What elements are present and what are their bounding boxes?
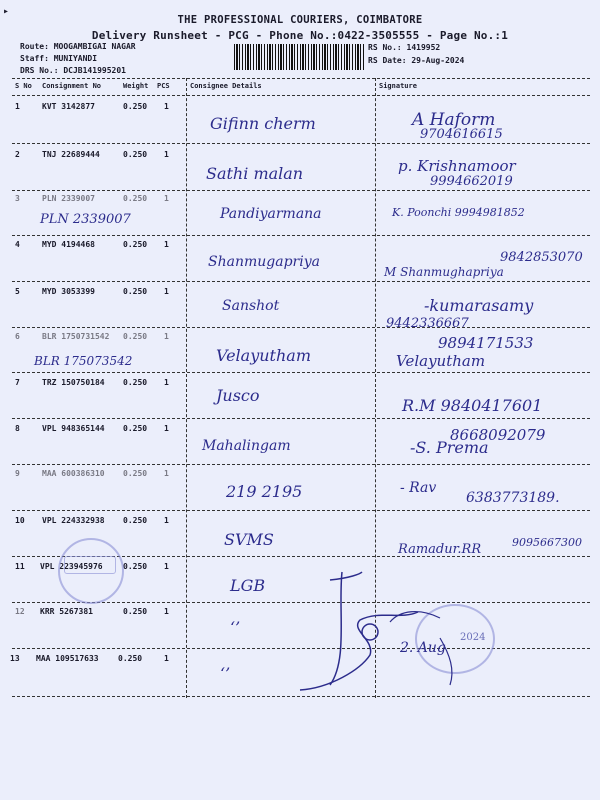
stamp-year: 2024 <box>460 632 486 643</box>
row-weight: 0.250 <box>123 378 148 387</box>
consignment-handwriting: PLN 2339007 <box>40 212 131 227</box>
row-sno: 3 <box>15 194 20 203</box>
signature-handwriting: Velayutham <box>396 352 486 370</box>
row-consignment: KVT 3142877 <box>42 102 95 111</box>
row-weight: 0.250 <box>123 562 148 571</box>
row-weight: 0.250 <box>123 240 148 249</box>
phone-handwriting: 8668092079 <box>450 426 546 444</box>
consignee-handwriting: SVMS <box>224 530 274 549</box>
row-consignment: VPL 948365144 <box>42 424 105 433</box>
row-consignment: BLR 1750731542 <box>42 332 110 341</box>
runsheet-page: ▸ THE PROFESSIONAL COURIERS, COIMBATORE Delivery Runsheet - PCG - Phone No.:0422-3505555 - Page No.:1 Route: MOOGAMBIGAI NAGAR Staff: MUNIYANDI DRS No.: DCJB141995201 RS No.: 1419952 RS Date: 29-Aug-2024 S No Consignment No Weight PCS Consignee Details Signature 1 KVT 3142877 0.250 1 Gifinn cherm A Haform 9704616615 2 TNJ 22689444 0.250 1 Sathi malan p. Krishnamoor 9994662019 3 PLN 2339007 0.250 1 PLN 2339007 Pandiyarmana K. Poonchi 9994981852 4 MYD 4194468 0.250 1 Shanmugapriya M Shanmughapriya 9842853070 5 MYD 3053399 0.250 1 Sanshot -kumarasamy 9442336667 6 BLR 1750731542 0.250 1 Velayutham Velayutham 9894171533 7 TRZ 150750184 0.250 1 BLR 175073542 Jusco R.M 9840417601 8 VPL 948365144 0.250 1 Mahalingam -S. Prema 8668092079 9 MAA 600386310 0.250 1 219 2195 - Rav 6383773189. 10 VPL 224332938 0.250 1 SVMS Ramadur.RR 9095667300 11 VPL 223945976 0.250 1 LGB 12 KRR 5267381 0.250 1 ‘’ 13 MAA 109517633 0.250 1 ‘’ 2024 2. Aug <box>0 0 600 800</box>
consignee-handwriting: 219 2195 <box>226 482 303 501</box>
row-sno: 12 <box>15 607 25 616</box>
staff: Staff: MUNIYANDI <box>20 54 98 63</box>
row-weight: 0.250 <box>123 469 148 478</box>
row-sno: 2 <box>15 150 20 159</box>
row-weight: 0.250 <box>123 516 148 525</box>
signature-handwriting: M Shanmughapriya <box>384 265 504 279</box>
row-consignment: TNJ 22689444 <box>42 150 100 159</box>
row-sno: 8 <box>15 424 20 433</box>
row-consignment: PLN 2339007 <box>42 194 95 203</box>
route: Route: MOOGAMBIGAI NAGAR <box>20 42 136 51</box>
rs-date: RS Date: 29-Aug-2024 <box>368 56 465 65</box>
row-rule <box>12 281 590 282</box>
row-sno: 9 <box>15 469 20 478</box>
row-sno: 10 <box>15 516 25 525</box>
drs-number: DRS No.: DCJB141995201 <box>20 66 126 75</box>
row-sno: 11 <box>15 562 25 571</box>
row-pcs: 1 <box>164 150 169 159</box>
signature-handwriting: -S. Prema <box>410 438 489 457</box>
row-pcs: 1 <box>164 562 169 571</box>
row-weight: 0.250 <box>123 102 148 111</box>
row-sno: 7 <box>15 378 20 387</box>
col-sno: S No <box>15 82 32 90</box>
row-pcs: 1 <box>164 424 169 433</box>
phone-handwriting: 9994662019 <box>430 174 513 189</box>
row-sno: 5 <box>15 287 20 296</box>
row-pcs: 1 <box>164 287 169 296</box>
phone-handwriting: 9442336667 <box>386 316 469 331</box>
column-divider <box>186 78 187 698</box>
phone-handwriting: 9704616615 <box>420 127 503 142</box>
row-pcs: 1 <box>164 102 169 111</box>
signature-handwriting: A Haform <box>412 110 496 130</box>
row-consignment: MAA 600386310 <box>42 469 105 478</box>
office-stamp-band <box>64 556 116 574</box>
signature-handwriting: p. Krishnamoor <box>398 157 516 175</box>
consignee-handwriting: Sanshot <box>222 298 280 314</box>
row-pcs: 1 <box>164 516 169 525</box>
signature-handwriting: K. Poonchi 9994981852 <box>392 206 525 219</box>
row-weight: 0.250 <box>118 654 143 663</box>
row-consignment: MYD 3053399 <box>42 287 95 296</box>
row-weight: 0.250 <box>123 194 148 203</box>
consignee-handwriting: Gifinn cherm <box>210 114 316 133</box>
signature-handwriting: - Rav <box>400 480 437 496</box>
phone-handwriting: 9894171533 <box>438 334 534 352</box>
signature-handwriting: -kumarasamy <box>424 296 534 315</box>
row-consignment: MYD 4194468 <box>42 240 95 249</box>
row-rule <box>12 235 590 236</box>
barcode <box>234 44 364 70</box>
consignee-handwriting: Jusco <box>216 386 260 405</box>
phone-handwriting: 9842853070 <box>500 250 583 265</box>
consignee-handwriting: ‘’ <box>230 618 241 637</box>
row-rule <box>12 372 590 373</box>
row-consignment: TRZ 150750184 <box>42 378 105 387</box>
row-sno: 13 <box>10 654 20 663</box>
row-pcs: 1 <box>164 654 169 663</box>
row-sno: 1 <box>15 102 20 111</box>
consignee-handwriting: LGB <box>230 576 266 595</box>
runsheet-title: Delivery Runsheet - PCG - Phone No.:0422-3505555 - Page No.:1 <box>91 29 509 42</box>
row-consignment: MAA 109517633 <box>36 654 99 663</box>
row-weight: 0.250 <box>123 424 148 433</box>
table-top-rule <box>12 78 590 79</box>
row-pcs: 1 <box>164 332 169 341</box>
consignee-handwriting: Pandiyarmana <box>220 206 322 222</box>
row-rule <box>12 510 590 511</box>
row-sno: 4 <box>15 240 20 249</box>
row-pcs: 1 <box>164 378 169 387</box>
row-weight: 0.250 <box>123 607 148 616</box>
signature-handwriting: R.M 9840417601 <box>402 396 543 415</box>
row-weight: 0.250 <box>123 287 148 296</box>
row-weight: 0.250 <box>123 150 148 159</box>
header-rule <box>12 95 590 96</box>
row-pcs: 1 <box>164 240 169 249</box>
row-sno: 6 <box>15 332 20 341</box>
col-consignee: Consignee Details <box>190 82 262 90</box>
phone-handwriting: 6383773189. <box>466 490 560 506</box>
col-pcs: PCS <box>157 82 170 90</box>
company-title: THE PROFESSIONAL COURIERS, COIMBATORE <box>177 14 423 26</box>
consignee-handwriting: ‘’ <box>220 664 231 683</box>
row-pcs: 1 <box>164 194 169 203</box>
consignee-handwriting: Sathi malan <box>206 164 304 183</box>
phone-handwriting: 9095667300 <box>512 536 582 549</box>
row-rule <box>12 464 590 465</box>
stamp-date-handwriting: 2. Aug <box>400 640 446 656</box>
row-rule <box>12 190 590 191</box>
row-rule <box>12 143 590 144</box>
consignee-handwriting: Shanmugapriya <box>208 254 320 270</box>
rs-number: RS No.: 1419952 <box>368 43 441 52</box>
consignment-handwriting: BLR 175073542 <box>34 354 133 368</box>
row-consignment: KRR 5267381 <box>40 607 93 616</box>
row-pcs: 1 <box>164 607 169 616</box>
row-pcs: 1 <box>164 469 169 478</box>
row-consignment: VPL 224332938 <box>42 516 105 525</box>
row-rule <box>12 418 590 419</box>
signature-handwriting: Ramadur.RR <box>398 542 482 557</box>
consignee-handwriting: Mahalingam <box>202 438 291 454</box>
col-weight: Weight <box>123 82 149 90</box>
col-signature: Signature <box>379 82 417 90</box>
row-rule <box>12 327 590 328</box>
consignee-handwriting: Velayutham <box>216 346 311 365</box>
row-weight: 0.250 <box>123 332 148 341</box>
delivery-signature <box>290 560 480 700</box>
col-consignment: Consignment No <box>42 82 102 90</box>
row-consignment: VPL 223945976 <box>40 562 103 571</box>
